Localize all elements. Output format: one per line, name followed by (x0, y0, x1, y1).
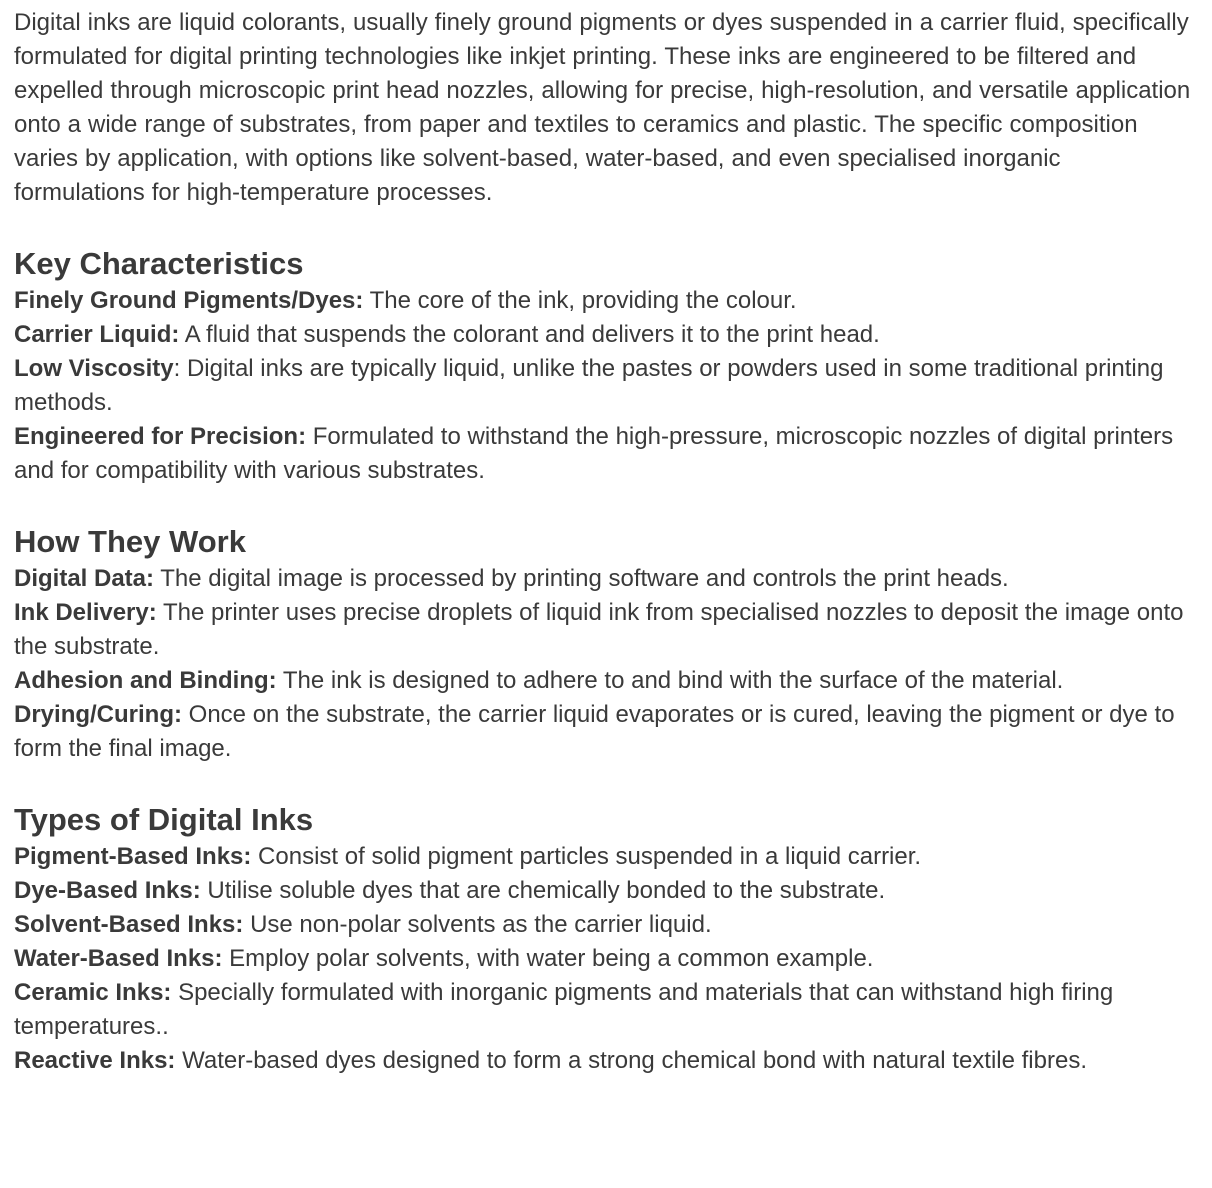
item-text: The digital image is processed by printing software and controls the print heads. (154, 565, 1009, 592)
item-term: Finely Ground Pigments/Dyes: (14, 287, 364, 314)
item-term: Reactive Inks: (14, 1047, 176, 1074)
item-text: Utilise soluble dyes that are chemically bonded to the substrate. (200, 877, 886, 904)
list-item (14, 318, 1198, 352)
section-types-of-digital-inks (14, 800, 1198, 1078)
item-text: A fluid that suspends the colorant and delivers it to the print head. (179, 321, 880, 348)
item-term: Solvent-Based Inks: (14, 911, 244, 938)
item-term: Pigment-Based Inks: (14, 843, 252, 870)
item-text: The ink is designed to adhere to and bind with the surface of the material. (276, 667, 1064, 694)
item-text: Water-based dyes designed to form a strong chemical bond with natural textile fibres. (175, 1047, 1087, 1074)
list-item (14, 596, 1198, 664)
list-item (14, 874, 1198, 908)
section-heading: How They Work (14, 524, 246, 559)
item-term: Adhesion and Binding: (14, 667, 277, 694)
item-text: : Digital inks are typically liquid, unlike the pastes or powders used in some traditional printing methods. (14, 355, 1164, 416)
item-term: Water-Based Inks: (14, 945, 223, 972)
list-item (14, 1044, 1198, 1078)
item-term: Low Viscosity (14, 355, 174, 382)
list-item (14, 562, 1198, 596)
item-text: Employ polar solvents, with water being a common example. (222, 945, 874, 972)
section-key-characteristics (14, 244, 1198, 488)
list-item (14, 942, 1198, 976)
item-term: Digital Data: (14, 565, 155, 592)
intro-paragraph: Digital inks are liquid colorants, usually finely ground pigments or dyes suspended in a carrier fluid, specifically formulated for digital printing technologies like inkjet printing. These inks are engineered to be filtered and expelled through microscopic print head nozzles, allowing for precise, high-resolution, and versatile application onto a wide range of substrates, from paper and textiles to ceramics and plastic. The specific composition varies by application, with options like solvent-based, water-based, and even specialised inorganic formulations for high-temperature processes. (14, 9, 1191, 206)
list-item (14, 976, 1198, 1044)
item-text: Use non-polar solvents as the carrier liquid. (243, 911, 712, 938)
section-heading: Types of Digital Inks (14, 802, 314, 837)
item-term: Engineered for Precision: (14, 423, 307, 450)
item-text: Once on the substrate, the carrier liquid evaporates or is cured, leaving the pigment or dye to form the final image. (14, 701, 1175, 762)
item-text: The core of the ink, providing the colour. (363, 287, 797, 314)
list-item (14, 840, 1198, 874)
list-item (14, 284, 1198, 318)
item-text: Specially formulated with inorganic pigments and materials that can withstand high firing temperatures.. (14, 979, 1114, 1040)
item-text: Consist of solid pigment particles suspended in a liquid carrier. (251, 843, 922, 870)
item-term: Drying/Curing: (14, 701, 182, 728)
list-item (14, 420, 1198, 488)
list-item (14, 664, 1198, 698)
item-text: The printer uses precise droplets of liquid ink from specialised nozzles to deposit the image onto the substrate. (14, 599, 1184, 660)
item-term: Ceramic Inks: (14, 979, 172, 1006)
section-how-they-work (14, 522, 1198, 766)
item-term: Ink Delivery: (14, 599, 157, 626)
list-item (14, 352, 1198, 420)
item-text: Formulated to withstand the high-pressure, microscopic nozzles of digital printers and for compatibility with various substrates. (14, 423, 1174, 484)
list-item (14, 908, 1198, 942)
item-term: Dye-Based Inks: (14, 877, 201, 904)
section-heading: Key Characteristics (14, 246, 304, 281)
list-item (14, 698, 1198, 766)
item-term: Carrier Liquid: (14, 321, 180, 348)
